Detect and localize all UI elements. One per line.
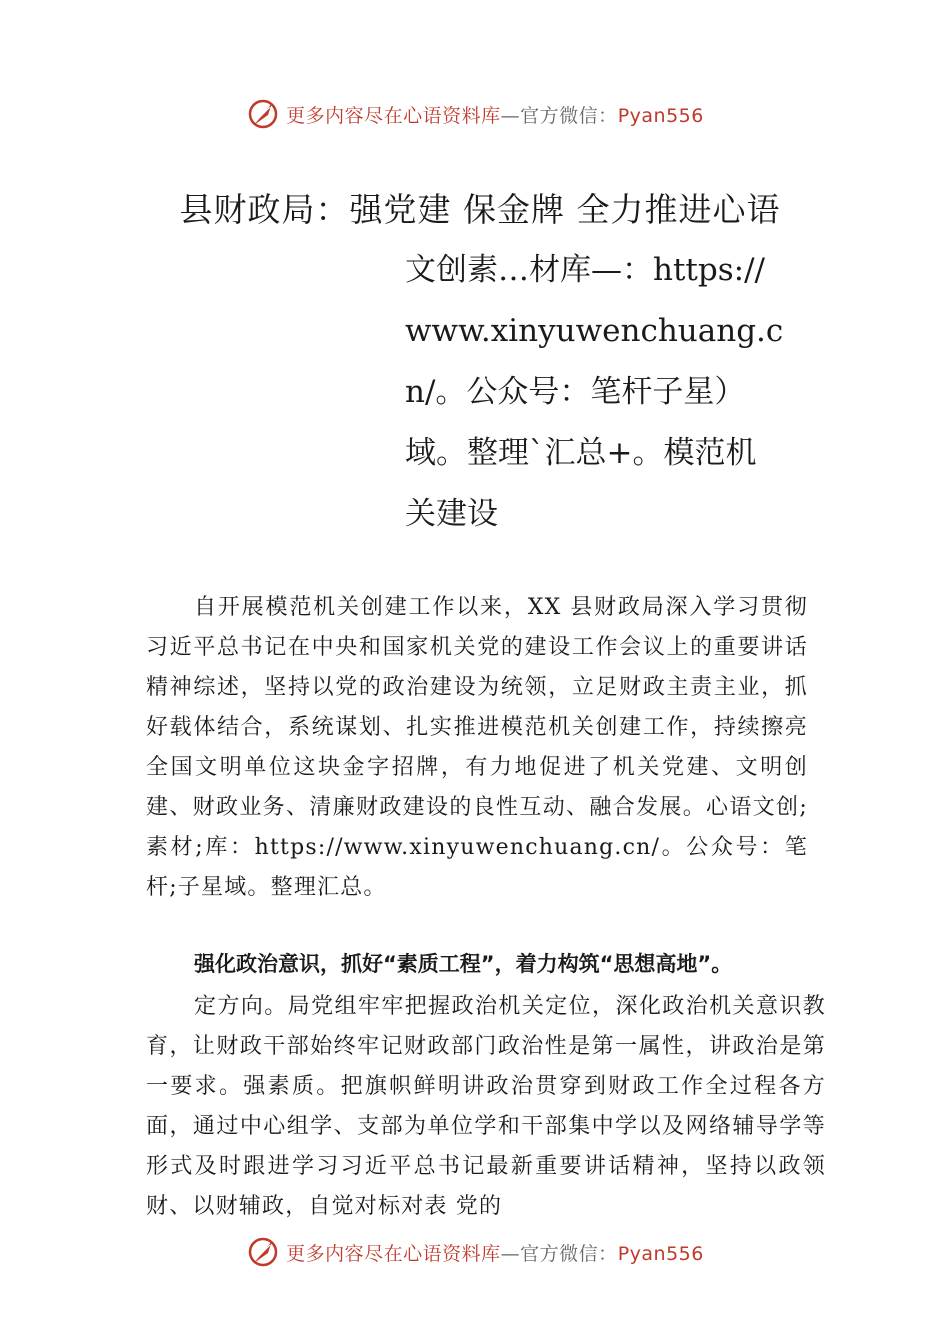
watermark-footer <box>0 1232 950 1272</box>
quill-logo-icon <box>246 97 280 131</box>
title-continuation: 文创素…材库—：https://www.xinyuwenchuang.cn/。公众号：笔杆子星）域。整理`汇总+。模范机关建设 <box>405 252 784 532</box>
watermark-text: 更多内容尽在心语资料库—官方微信：Pyan556 <box>286 1242 704 1265</box>
document-title <box>140 180 820 545</box>
quill-logo-icon <box>246 1235 280 1269</box>
watermark-header <box>0 94 950 134</box>
title-line-1: 县财政局：强党建 保金牌 全力推进心语 <box>179 190 781 229</box>
body-paragraph-1: 自开展模范机关创建工作以来，XX 县财政局深入学习贯彻习近平总书记在中央和国家机关党的建设工作会议上的重要讲话精神综述，坚持以党的政治建设为统领，立足财政主责主业，抓好载体结合，系统谋划、扎实推进模范机关创建工作，持续擦亮全国文明单位这块金字招牌，有力地促进了机关党建、文明创建、财政业务、清廉财政建设的良性互动、融合发展。心语文创;素材;库：https://www.xinyuwenchuang.cn/。公众号：笔杆;子星域。整理汇总。 <box>146 595 808 900</box>
body-paragraph-2: 定方向。局党组牢牢把握政治机关定位，深化政治机关意识教育，让财政干部始终牢记财政部门政治性是第一属性，讲政治是第一要求。强素质。把旗帜鲜明讲政治贯穿到财政工作全过程各方面，通过中心组学、支部为单位学和干部集中学以及网络辅导学等形式及时跟进学习习近平总书记最新重要讲话精神，坚持以政领财、以财辅政，自觉对标对表 党的 <box>146 994 826 1219</box>
section-heading: 强化政治意识，抓好“素质工程”，着力构筑“思想高地”。 <box>194 952 733 976</box>
watermark-text: 更多内容尽在心语资料库—官方微信：Pyan556 <box>286 104 704 127</box>
